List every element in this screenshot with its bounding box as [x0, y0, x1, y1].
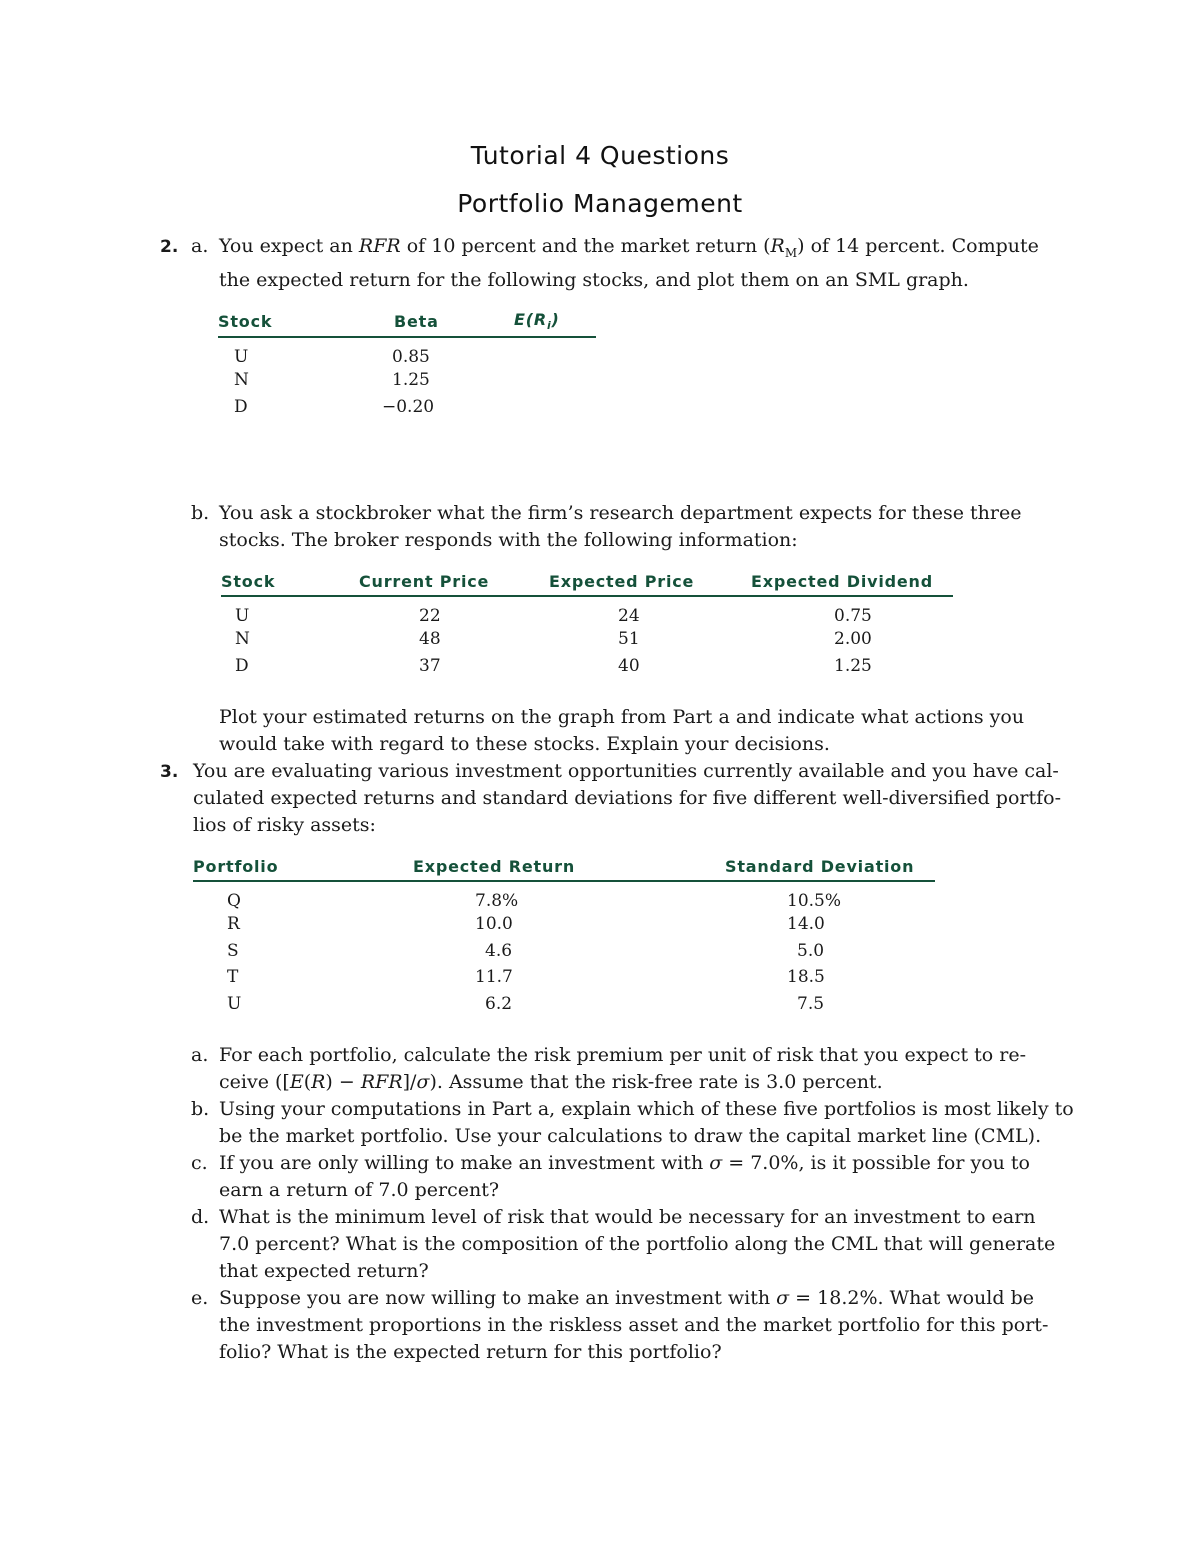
part-label: c.: [191, 1152, 208, 1174]
table-header: Expected Price: [549, 572, 751, 596]
table-row: R 10.0 14.0: [227, 914, 825, 935]
question-text-line: You are evaluating various investment opportunities currently available and you have cal-: [193, 760, 1059, 782]
table-header: Portfolio: [193, 857, 413, 881]
part-label: b.: [191, 1098, 210, 1120]
table-header: Standard Deviation: [725, 857, 935, 881]
part-label: a.: [191, 235, 209, 257]
table-row: T 11.7 18.5: [227, 967, 825, 988]
question-text-line: For each portfolio, calculate the risk premium per unit of risk that you expect to re-: [219, 1044, 1026, 1066]
question-number: 2.: [160, 237, 179, 257]
question-number: 3.: [160, 762, 179, 782]
table-header: $E(R_i)$: [514, 310, 596, 337]
table-row: S 4.6 5.0: [227, 940, 825, 961]
question-text-line: folio? What is the expected return for this portfolio?: [219, 1341, 722, 1363]
part-label: e.: [191, 1287, 209, 1309]
page-subtitle: Portfolio Management: [457, 189, 743, 218]
question-text-line: 7.0 percent? What is the composition of the portfolio along the CML that will generate: [219, 1233, 1056, 1255]
stock-beta-table: [218, 310, 596, 420]
table-header: Stock: [221, 572, 359, 596]
table-header: Beta: [378, 310, 514, 337]
question-text-line: the investment proportions in the riskless asset and the market portfolio for this port-: [219, 1314, 1049, 1336]
table-row: U 0.85: [234, 347, 430, 368]
question-text-line: You expect an RFR of 10 percent and the market return $(R_M)$ of 14 percent. Compute: [219, 235, 1039, 260]
question-text-line: culated expected returns and standard deviations for five different well-diversified portfo-: [193, 787, 1062, 809]
table-row: U 22 24 0.75: [235, 606, 872, 626]
table-header: Stock: [218, 310, 378, 337]
question-text-line: ceive ([E(R) − RFR]/σ). Assume that the risk-free rate is 3.0 percent.: [219, 1071, 883, 1093]
question-text-line: would take with regard to these stocks. Explain your decisions.: [219, 733, 830, 755]
question-text-line: Plot your estimated returns on the graph from Part a and indicate what actions you: [219, 706, 1025, 728]
page-title: Tutorial 4 Questions: [470, 141, 730, 170]
table-header: Expected Return: [413, 857, 725, 881]
question-text-line: be the market portfolio. Use your calculations to draw the capital market line (CML).: [219, 1125, 1042, 1147]
part-label: d.: [191, 1206, 210, 1228]
question-text-line: What is the minimum level of risk that would be necessary for an investment to earn: [219, 1206, 1036, 1228]
table-row: D 37 40 1.25: [235, 655, 872, 676]
question-text-line: that expected return?: [219, 1260, 429, 1282]
table-row: N 1.25: [234, 370, 430, 391]
question-text-line: lios of risky assets:: [193, 814, 376, 836]
question-text-line: Suppose you are now willing to make an investment with σ = 18.2%. What would be: [219, 1287, 1034, 1309]
question-text-line: Using your computations in Part a, explain which of these five portfolios is most likely to: [219, 1098, 1074, 1120]
question-text-line: You ask a stockbroker what the firm’s research department expects for these three: [219, 502, 1022, 524]
part-label: a.: [191, 1044, 209, 1066]
question-text-line: the expected return for the following stocks, and plot them on an SML graph.: [219, 268, 969, 291]
part-label: b.: [191, 502, 210, 524]
question-text-line: stocks. The broker responds with the following information:: [219, 529, 798, 551]
question-2-followup: [219, 704, 1025, 758]
question-text-line: earn a return of 7.0 percent?: [219, 1179, 500, 1201]
table-row: D −0.20: [234, 396, 435, 417]
table-row: U 6.2 7.5: [227, 993, 825, 1014]
table-row: N 48 51 2.00: [235, 629, 872, 650]
broker-estimates-table: [221, 572, 953, 679]
question-text-line: If you are only willing to make an investment with σ = 7.0%, is it possible for you to: [219, 1152, 1030, 1174]
table-row: Q 7.8% 10.5%: [227, 891, 842, 911]
portfolio-table: [193, 857, 935, 1017]
table-header: Current Price: [359, 572, 549, 596]
table-header: Expected Dividend: [751, 572, 953, 596]
